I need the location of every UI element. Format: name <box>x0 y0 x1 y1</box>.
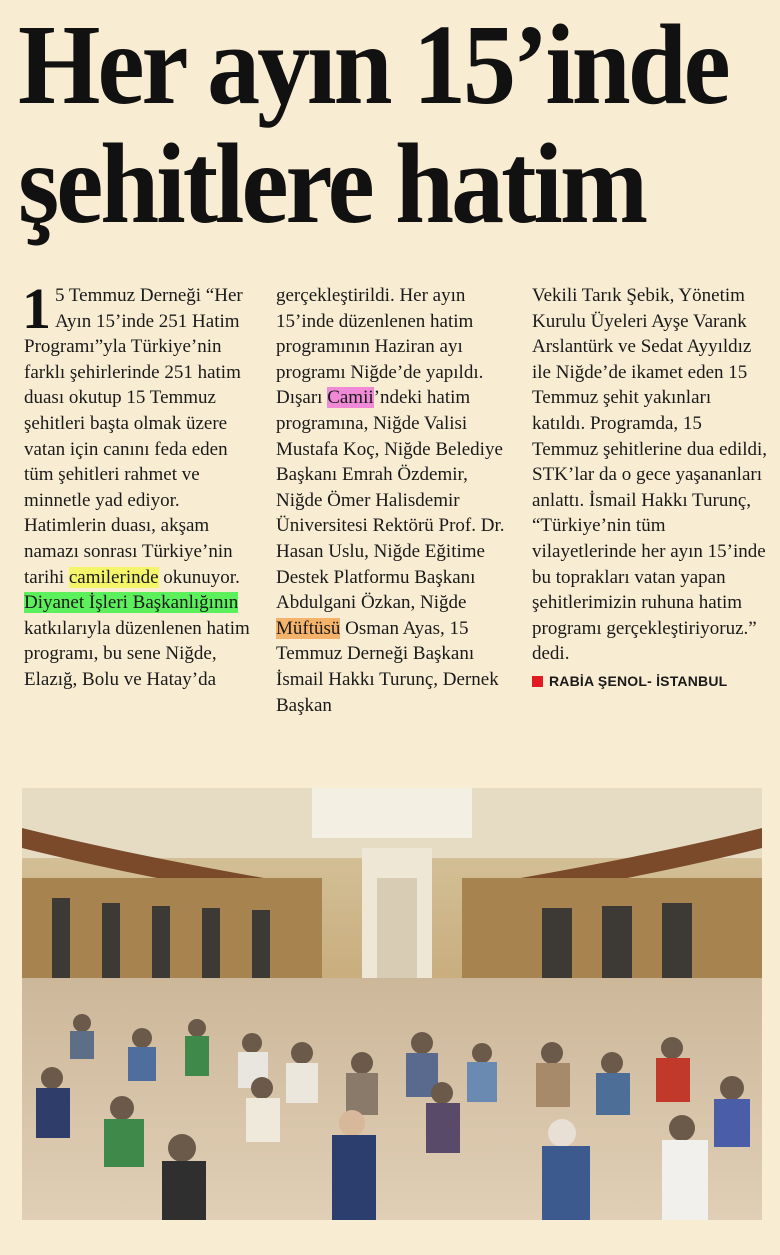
col1-text <box>22 276 250 690</box>
text-run: ’ndeki hatim programına, Niğde Valisi Mustafa Koç, Niğde Belediye Başkanı Emrah Özdemir, Niğde Ömer Halisdemir Üniversitesi Rektörü Prof. Dr. Hasan Uslu, Niğde Eğitime Destek Platformu Başkanı Abdulgani Özkan, Niğde <box>276 387 505 614</box>
highlight-camilerinde: camilerinde <box>68 566 159 588</box>
article-column-1 <box>22 276 260 693</box>
text-run: katkılarıyla düzenlenen hatim programı, bu sene Niğde, Elazığ, Bolu ve Hatay’da <box>24 617 250 690</box>
byline-marker-icon <box>532 676 543 687</box>
headline <box>18 1 768 247</box>
highlight-diyanet: Diyanet İşleri Başkanlığının <box>24 592 239 614</box>
article-column-3 <box>532 283 768 695</box>
byline <box>532 669 768 695</box>
drop-cap: 1 <box>22 276 51 341</box>
article-column-2 <box>276 283 512 718</box>
text-run: okunuyor. <box>158 566 240 588</box>
byline-text: RABİA ŞENOL- İSTANBUL <box>549 672 728 689</box>
highlight-muftusu: Müftüsü <box>276 617 341 639</box>
text-run: gerçekleştirildi. Her ayın 15’inde düzenlenen hatim programının Haziran ayı programı Niğde’de yapıldı. Dışarı <box>276 285 484 409</box>
highlight-camii: Camii <box>327 387 374 409</box>
mosque-photo <box>22 788 762 1220</box>
headline-line-2: şehitlere hatim <box>18 120 646 247</box>
text-run: Osman Ayas, 15 Temmuz Derneği Başkanı İsmail Hakkı Turunç, Dernek Başkan <box>276 617 499 716</box>
text-run: Vekili Tarık Şebik, Yönetim Kurulu Üyeleri Ayşe Varank Arslantürk ve Sedat Ayyıldız ile Niğde’de ikamet eden 15 Temmuz şehit yakınları katıldı. Programda, 15 Temmuz şehitlerine dua edildi, STK’lar da o gece yaşananları anlattı. İsmail Hakkı Turunç, “Türkiye’nin tüm vilayetlerinde her ayın 15’inde bu toprakları vatan yapan şehitlerimizin ruhuna hatim programı gerçekleştiriyoruz.” dedi. <box>532 285 768 665</box>
headline-line-1: Her ayın 15’inde <box>18 1 728 129</box>
text-run: 5 Temmuz Derneği “Her Ayın 15’inde 251 Hatim Programı”yla Türkiye’nin farklı şehirlerinde 251 hatim duası okutup 15 Temmuz şehitleri başta olmak üzere vatan için canını feda eden tüm şehitleri rahmet ve minnetle yad ediyor. Hatimlerin duası, akşam namazı sonrası Türkiye’nin tarihi <box>24 285 243 588</box>
